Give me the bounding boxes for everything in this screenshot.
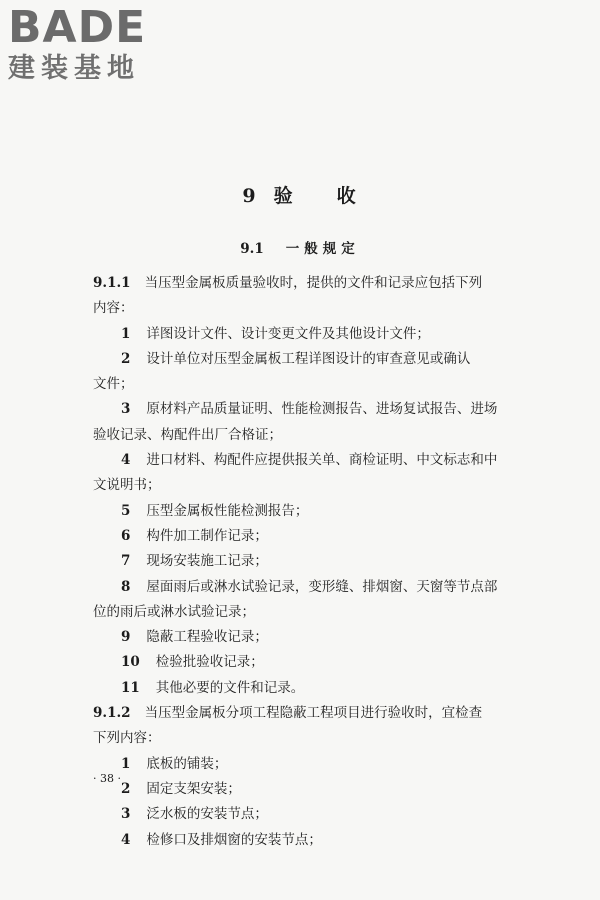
clause-line [93,271,525,296]
item-continuation: 文说明书； [93,477,161,494]
page-number: · 38 · [93,772,121,785]
list-item [93,676,525,701]
list-item [93,549,525,574]
item-number: 2 [121,780,131,797]
item-number: 10 [121,654,140,671]
chapter-number: 9 [242,185,258,207]
item-text: 其他必要的文件和记录。 [155,679,305,696]
item-number: 8 [121,578,131,595]
logo-subtitle: 建装基地 [8,53,140,84]
item-continuation: 位的雨后或淋水试验记录； [93,603,255,620]
section-heading [0,237,600,257]
item-text: 设计单位对压型金属板工程详图设计的审查意见或确认 [146,350,471,367]
item-text: 屋面雨后或淋水试验记录，变形缝、排烟窗、天窗等节点部 [146,578,498,595]
item-number: 3 [121,806,131,823]
watermark-logo [8,2,178,88]
item-text: 压型金属板性能检测报告； [146,502,309,519]
clause-line: 下列内容： [93,730,161,747]
item-text: 底板的铺装； [146,755,228,772]
item-text: 固定支架安装； [146,780,241,797]
item-continuation: 文件； [93,376,134,393]
logo-wordmark: BADE [8,2,147,53]
item-continuation: 验收记录、构配件出厂合格证； [93,426,282,443]
clause-text: 当压型金属板分项工程隐蔽工程项目进行验收时，宜检查 [144,705,483,722]
list-item [93,625,525,650]
clause-number: 9.1.2 [93,705,131,722]
list-item [93,650,525,675]
list-item [93,575,525,600]
item-number: 1 [121,755,131,772]
section-title: 一般规定 [285,241,360,257]
item-text: 原材料产品质量证明、性能检测报告、进场复试报告、进场 [146,401,498,418]
item-number: 6 [121,527,131,544]
page-body [93,271,525,853]
list-item [93,777,525,802]
item-text: 现场安装施工记录； [146,553,268,570]
item-number: 2 [121,350,131,367]
clause-text: 当压型金属板质量验收时，提供的文件和记录应包括下列 [144,275,483,291]
item-text: 构件加工制作记录； [146,527,268,544]
item-text: 隐蔽工程验收记录； [146,629,268,646]
item-text: 检修口及排烟窗的安装节点； [146,831,322,848]
list-item [93,828,525,853]
item-number: 11 [121,679,140,696]
item-number: 3 [121,401,131,418]
item-number: 4 [121,831,131,848]
clause-number: 9.1.1 [93,275,131,291]
list-item [93,397,525,422]
list-item [93,524,525,549]
item-text: 进口材料、构配件应提供报关单、商检证明、中文标志和中 [146,452,498,469]
list-item [93,499,525,524]
item-number: 9 [121,629,131,646]
item-number: 5 [121,502,131,519]
list-item [93,802,525,827]
section-number: 9.1 [240,241,264,257]
item-text: 详图设计文件、设计变更文件及其他设计文件； [146,325,430,342]
list-item [93,448,525,473]
clause-line [93,701,525,726]
chapter-title-a: 验 [273,185,295,207]
chapter-heading [0,181,600,208]
list-item [93,752,525,777]
item-number: 7 [121,553,131,570]
list-item [93,322,525,347]
item-number: 1 [121,325,131,342]
item-text: 泛水板的安装节点； [146,806,268,823]
item-text: 检验批验收记录； [155,654,264,671]
chapter-title-b: 收 [336,185,358,207]
item-number: 4 [121,452,131,469]
list-item [93,347,525,372]
clause-line: 内容： [93,300,134,317]
